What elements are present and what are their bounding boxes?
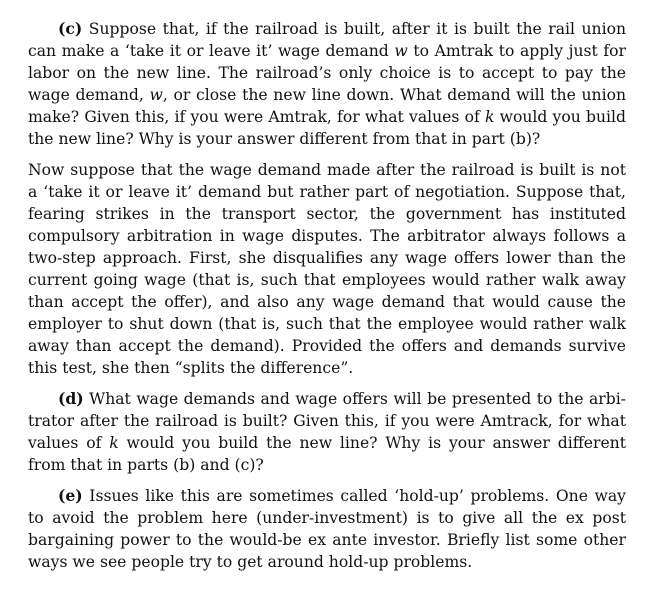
paragraph-text: Now suppose that the wage demand made after the railroad is built is not a ‘take it or leave it’ demand but rather part of negotiation. Suppose that, fearing strikes in the transport sector, the government has instituted compulsory arbitration in wage disputes. The arbitrator always follows a two-step approach. First, she disqualifies any wage offers lower than the current going wage (that is, such that employees would rather walk away than accept the offer), and also any wage demand that would cause the employer to shut down (that is, such that the employee would rather walk away than accept the demand). Provided the offers and demands survive this test, she then “splits the difference”. (28, 161, 626, 377)
paragraph-text: to Amtrak to apply just for labor on the new line. The railroad’s only choice is to accept to pay the wage demand, (28, 42, 626, 104)
paragraph-text: Suppose that, if the railroad is built, after it is built the rail union can make a ‘take it or leave it’ wage demand (28, 20, 626, 60)
document-body (28, 18, 626, 573)
paragraph-text: , or close the new line down. What demand will the union make? Given this, if you were Amtrak, for what values of (28, 86, 627, 126)
math-variable: w (394, 42, 408, 60)
paragraph-part-d (28, 388, 626, 476)
paragraph-arbitration (28, 159, 626, 379)
paragraph-part-e (28, 485, 626, 573)
question-label: (e) (58, 486, 83, 505)
math-variable: w (149, 86, 163, 104)
document-page (28, 18, 626, 573)
paragraph-text: would you build the new line? Why is your answer different from that in parts (b) and (c)? (28, 434, 626, 474)
paragraph-text: Issues like this are sometimes called ‘hold-up’ problems. One way to avoid the problem here (under-investment) is to give all the ex post bargaining power to the would-be ex ante investor. Briefly list some other ways we see people try to get around hold-up problems. (28, 487, 626, 571)
paragraph-text: would you build the new line? Why is your answer different from that in part (b)? (28, 108, 626, 148)
math-variable: k (484, 108, 495, 126)
question-label: (c) (58, 19, 83, 38)
paragraph-text: What wage demands and wage offers will be presented to the arbitrator after the railroad is built? Given this, if you were Amtrack, for what values of (28, 390, 626, 452)
question-label: (d) (58, 389, 84, 408)
math-variable: k (109, 434, 119, 452)
paragraph-part-c (28, 18, 626, 150)
